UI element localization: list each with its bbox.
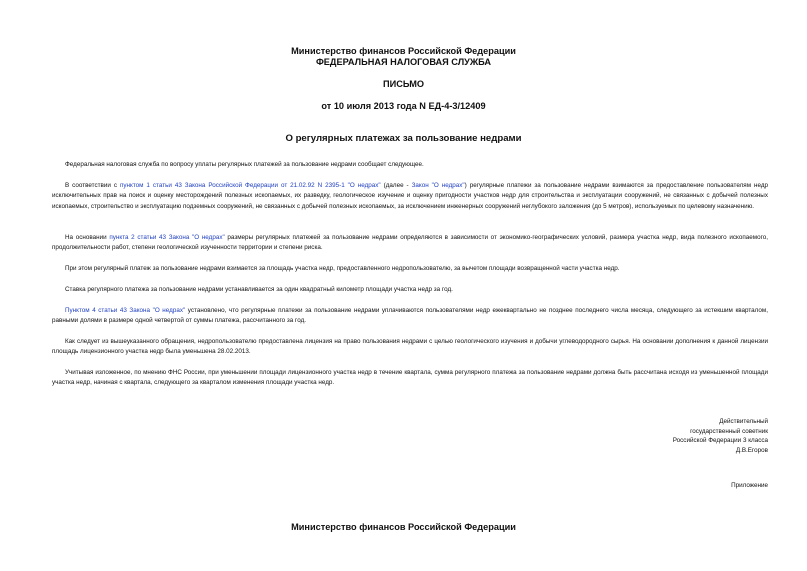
paragraph-article-43-2 [52, 233, 768, 254]
law-link-article-43-1[interactable]: пунктом 1 статьи 43 Закона Российской Федерации от 21.02.92 N 2395-1 "О недрах" [119, 182, 381, 189]
paragraph-intro: Федеральная налоговая служба по вопросу уплаты регулярных платежей за пользование недрами сообщает следующее. [65, 161, 424, 168]
paragraph-text: установлено, что регулярные платежи за пользование недрами уплачиваются пользователями недр ежеквартально не позднее последнего числа месяца, следующего за истекшим кварталом, равными долями в размере одной четвертой от суммы платежа, рассчитанного за год. [52, 307, 768, 325]
document-subject: О регулярных платежах за пользование недрами [285, 133, 522, 144]
service-title: ФЕДЕРАЛЬНАЯ НАЛОГОВАЯ СЛУЖБА [315, 57, 492, 67]
law-link-nedra[interactable]: Закон "О недрах" [411, 182, 465, 189]
signature-block [673, 417, 768, 455]
footer-ministry-title: Министерство финансов Российской Федерации [291, 522, 516, 532]
signature-line: Российской Федерации 3 класса [672, 437, 768, 445]
paragraph-article-43-4 [52, 306, 768, 327]
paragraph-text: На основании [65, 234, 110, 241]
law-link-article-43-4[interactable]: Пунктом 4 статьи 43 Закона "О недрах" [65, 307, 186, 314]
appendix-label: Приложение [731, 482, 768, 489]
signature-line: государственный советник [690, 427, 768, 435]
signature-line: Действительный [719, 418, 768, 425]
paragraph-text: размеры регулярных платежей за пользование недрами определяются в зависимости от экономико-географических условий, размера участка недр, вида полезного ископаемого, продолжительности работ, степени геологической изученности территории и степени риска. [52, 234, 769, 252]
paragraph-rate: Ставка регулярного платежа за пользование недрами устанавливается за один квадратный километр площади участка недр за год. [65, 286, 453, 293]
document-type: ПИСЬМО [382, 79, 425, 89]
paragraph-text: ) регулярные платежи за пользование недрами взимаются за предоставление пользователям недр исключительных прав на поиск и оценку месторождений полезных ископаемых, их разведку, геологическое изучение и оценку пригодности участков недр для строительства и эксплуатации сооружений, не связанных с добычей полезных ископаемых, строительство и эксплуатацию подземных сооружений, не связанных с добычей полезных ископаемых, за исключением инженерных сооружений неглубокого заложения (до 5 метров), используемых по целевому назначению. [52, 182, 769, 210]
paragraph-article-43-1 [52, 181, 768, 212]
paragraph-text: (далее - [380, 182, 412, 189]
signature-name: Д.В.Егоров [735, 446, 768, 454]
document-date-number: от 10 июля 2013 года N ЕД-4-3/12409 [321, 101, 486, 111]
paragraph-text: В соответствии с [65, 182, 120, 189]
law-link-article-43-2[interactable]: пункта 2 статьи 43 Закона "О недрах" [109, 234, 225, 241]
paragraph-conclusion: Учитывая изложенное, по мнению ФНС России, при уменьшении площади лицензионного участка недр в течение квартала, сумма регулярного платежа за пользование недрами должна быть рассчитана исходя из уменьшенной площади участка недр, начиная с квартала, следующего за кварталом изменения площади участка недр. [52, 369, 768, 387]
paragraph-license: Как следует из вышеуказанного обращения, недропользователю предоставлена лицензия на право пользования недрами с целью геологического изучения и добычи углеводородного сырья. На основании дополнения к данной лицензии площадь лицензионного участка недр была уменьшена 28.02.2013. [52, 338, 768, 356]
paragraph-area-payment: При этом регулярный платеж за пользование недрами взимается за площадь участка недр, предоставленного недропользователю, за вычетом площади возвращенной части участка недр. [65, 265, 620, 272]
ministry-title: Министерство финансов Российской Федерации [291, 46, 516, 56]
